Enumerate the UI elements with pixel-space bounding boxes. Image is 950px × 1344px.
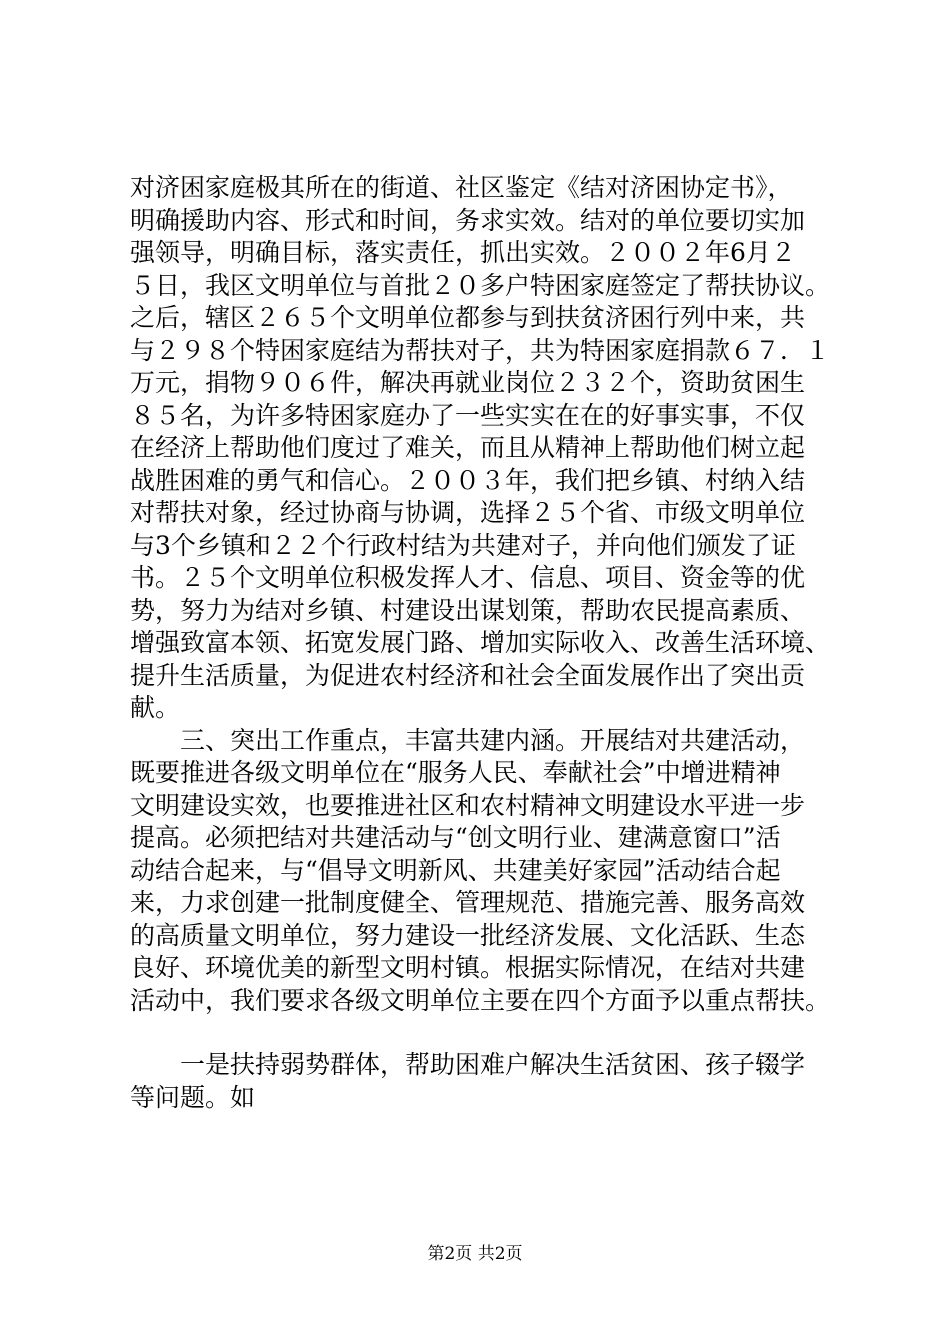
text-line: 在经济上帮助他们度过了难关，而且从精神上帮助他们树立起 [130,433,806,462]
document-body [130,172,850,1114]
text-line: 提高。必须把结对共建活动与“创文明行业、建满意窗口”活 [130,823,781,852]
text-line: 既要推进各级文明单位在“服务人民、奉献社会”中增进精神 [130,758,781,787]
text-line: 增强致富本领、拓宽发展门路、增加实际收入、改善生活环境、 [130,628,831,657]
text-line: 书。２５个文明单位积极发挥人才、信息、项目、资金等的优 [130,563,806,592]
text-line: 与２９８个特困家庭结为帮扶对子，共为特困家庭捐款６７．１ [130,335,831,365]
text-line: 明确援助内容、形式和时间，务求实效。结对的单位要切实加 [130,205,806,235]
text-line: 活动中，我们要求各级文明单位主要在四个方面予以重点帮扶。 [130,985,831,1015]
text-line: 对济困家庭极其所在的街道、社区鉴定《结对济困协定书》， [130,173,793,202]
text-line: 良好、环境优美的新型文明村镇。根据实际情况，在结对共建 [130,953,806,982]
text-line: 的高质量文明单位，努力建设一批经济发展、文化活跃、生态 [130,920,806,950]
text-line: 三、突出工作重点，丰富共建内涵。开展结对共建活动， [180,725,806,755]
text-line: 提升生活质量，为促进农村经济和社会全面发展作出了突出贡 [130,660,806,690]
text-line: 与3个乡镇和２２个行政村结为共建对子，并向他们颁发了证 [130,530,796,560]
text-line: 战胜困难的勇气和信心。２００３年，我们把乡镇、村纳入结 [130,465,806,495]
paragraph-continuation [130,172,850,725]
text-line: 万元，捐物９０６件，解决再就业岗位２３２个，资助贫困生 [130,368,806,397]
text-line: 文明建设实效，也要推进社区和农村精神文明建设水平进一步 [130,790,806,820]
text-line: ８５名，为许多特困家庭办了一些实实在在的好事实事，不仅 [130,400,806,430]
text-line: 强领导，明确目标，落实责任，抓出实效。２００２年6月２ [130,238,796,267]
text-line: 一是扶持弱势群体，帮助困难户解决生活贫困、孩子辍学 [180,1050,806,1079]
text-line: 动结合起来，与“倡导文明新风、共建美好家园”活动结合起 [130,855,781,885]
paragraph-gap [130,1017,850,1049]
text-line: 献。 [130,693,181,722]
paragraph-item-one [130,1049,850,1114]
text-line: 之后，辖区２６５个文明单位都参与到扶贫济困行列中来，共 [130,303,806,332]
text-line: 等问题。如 [130,1082,256,1112]
page-number-footer: 第2页 共2页 [427,1244,523,1264]
text-line: 对帮扶对象，经过协商与协调，选择２５个省、市级文明单位 [130,498,806,527]
text-line: 势，努力为结对乡镇、村建设出谋划策，帮助农民提高素质、 [130,595,806,625]
text-line: 来，力求创建一批制度健全、管理规范、措施完善、服务高效 [130,888,806,917]
paragraph-section-three [130,725,850,1018]
text-line: ５日，我区文明单位与首批２０多户特困家庭签定了帮扶协议。 [130,270,831,300]
